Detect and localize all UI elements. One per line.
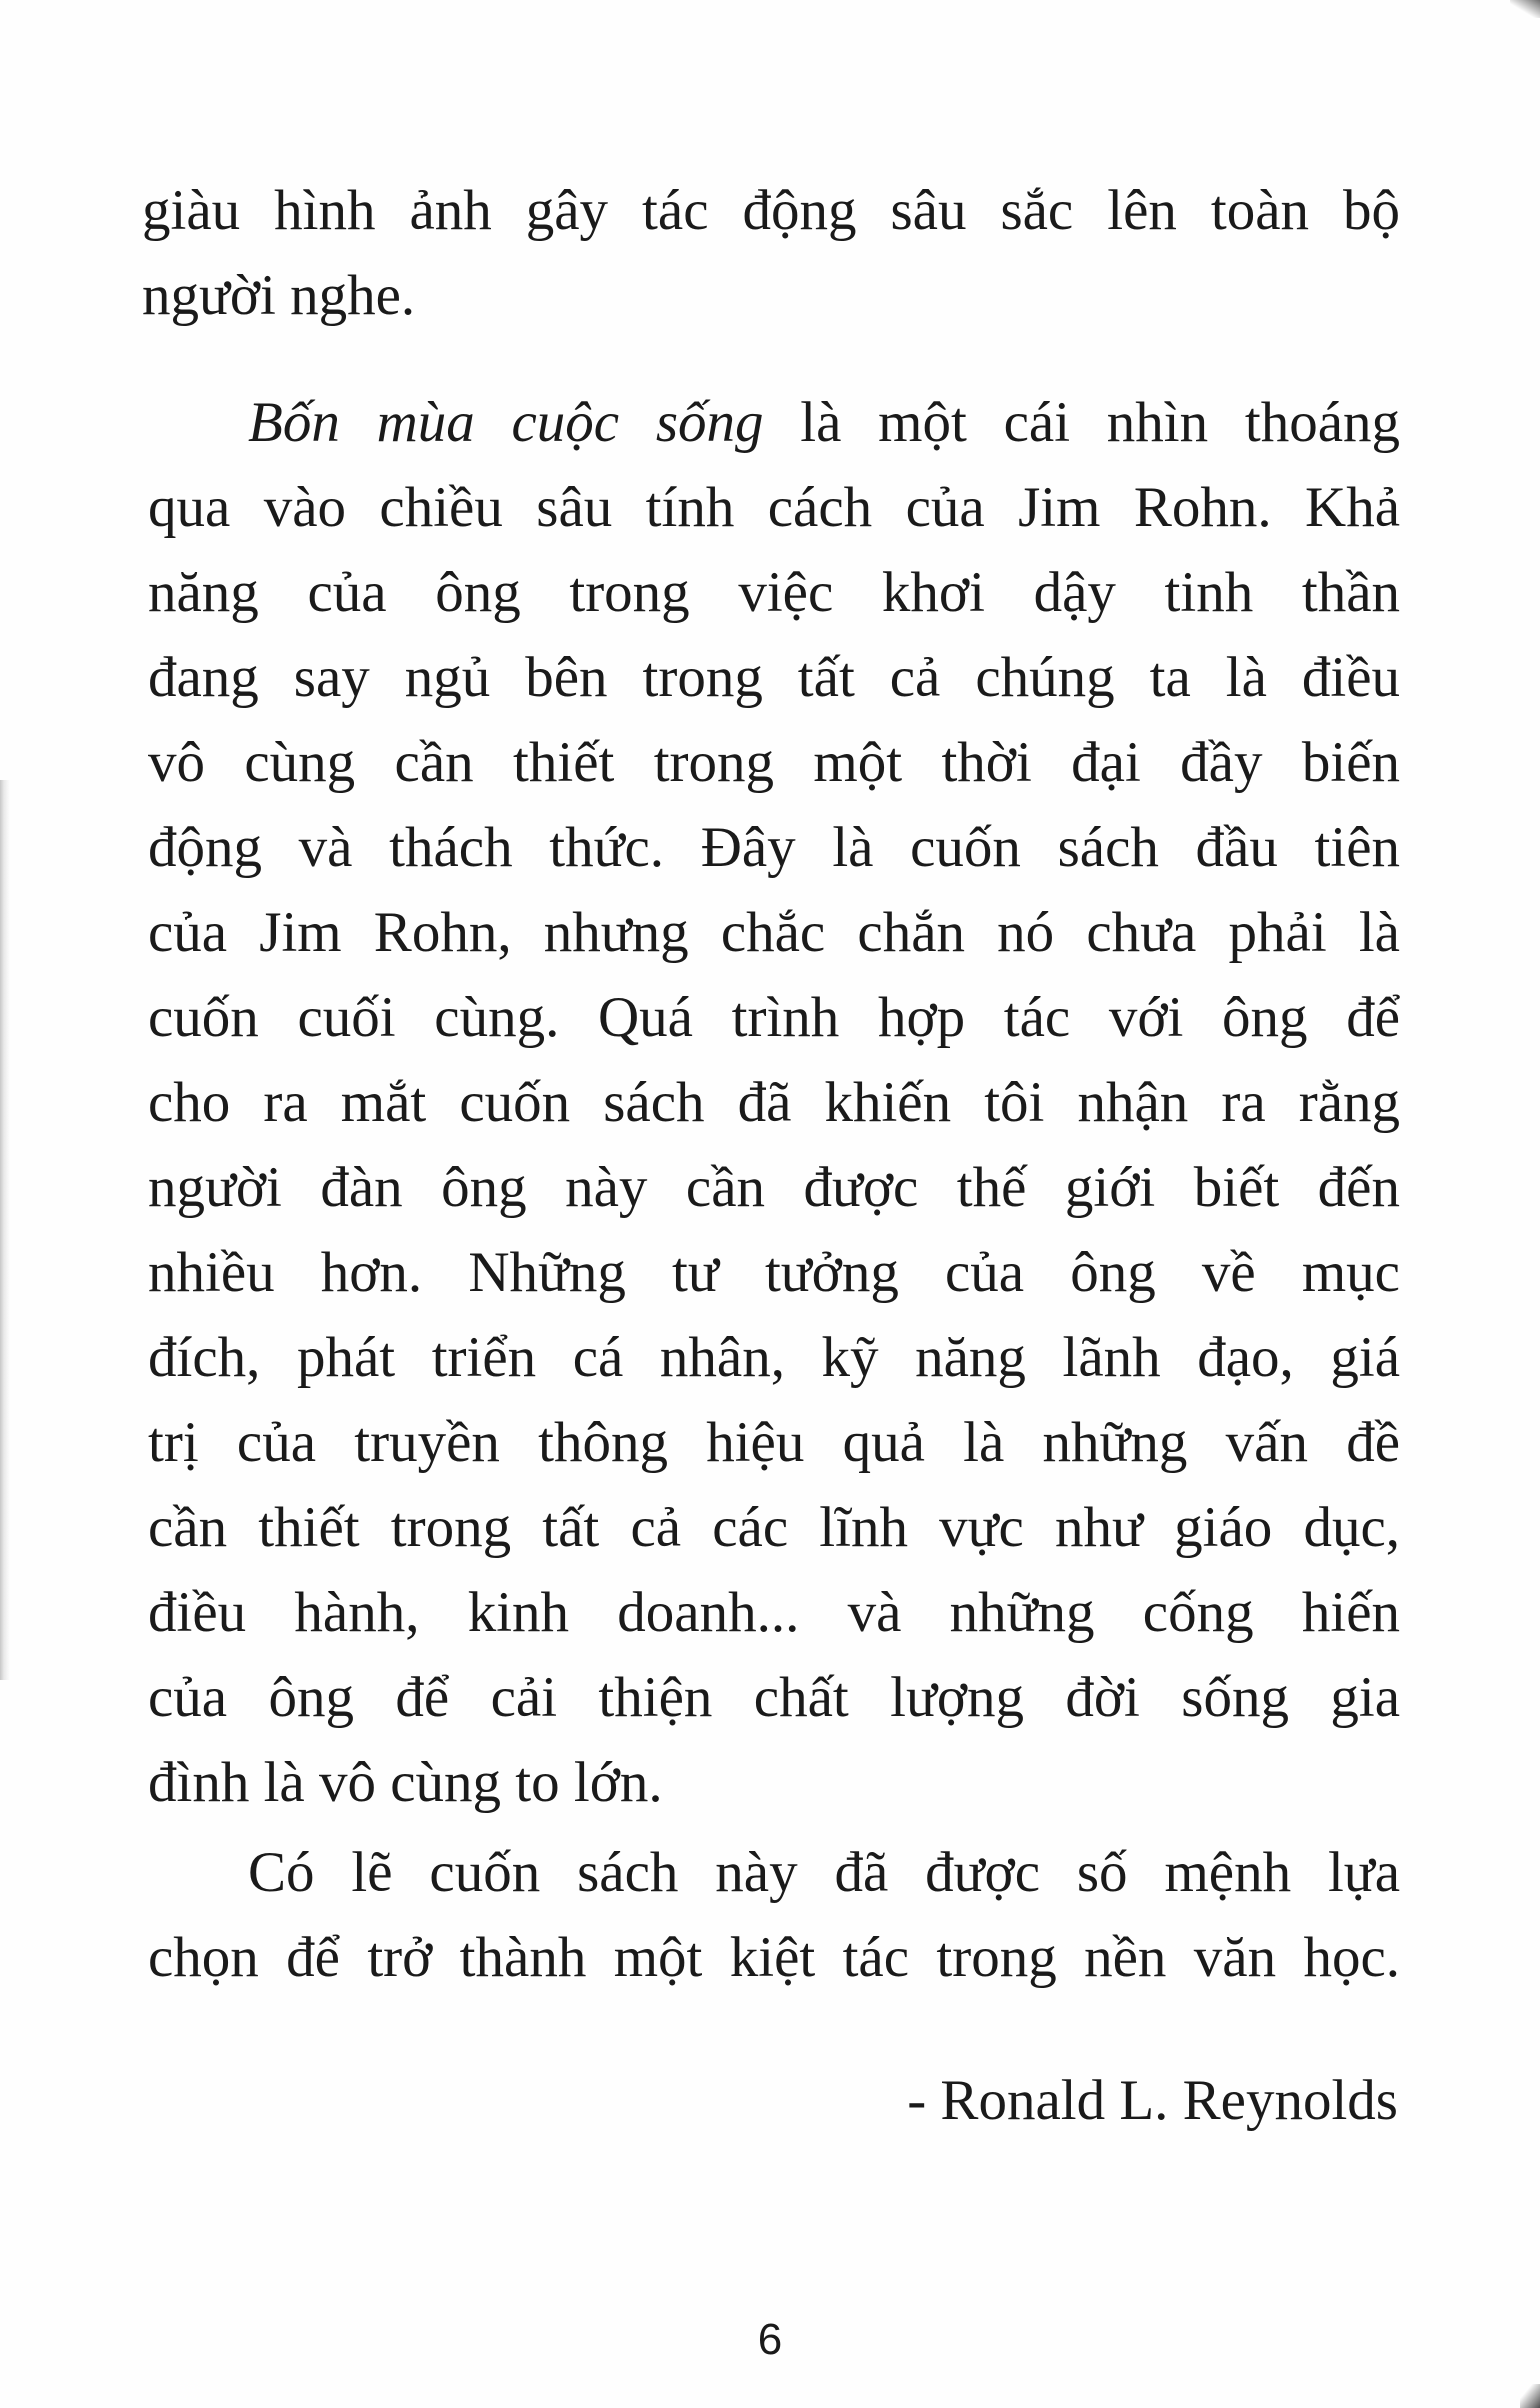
text-line: của Jim Rohn, nhưng chắc chắn nó chưa phải là xyxy=(148,901,1400,964)
text-line: Có lẽ cuốn sách này đã được số mệnh lựa xyxy=(248,1841,1400,1904)
text-line: người nghe. xyxy=(142,264,416,327)
scan-edge-shadow xyxy=(0,780,10,1680)
text-line: điều hành, kinh doanh... và những cống hiến xyxy=(148,1581,1400,1644)
text-line: của ông để cải thiện chất lượng đời sống gia xyxy=(148,1666,1400,1729)
text-line: trị của truyền thông hiệu quả là những vấn đề xyxy=(148,1411,1400,1474)
text-line: cần thiết trong tất cả các lĩnh vực như giáo dục, xyxy=(148,1496,1400,1559)
text-line: qua vào chiều sâu tính cách của Jim Rohn. Khả xyxy=(148,476,1400,539)
text-line: cho ra mắt cuốn sách đã khiến tôi nhận ra rằng xyxy=(148,1071,1400,1134)
text-line: năng của ông trong việc khơi dậy tinh thần xyxy=(148,561,1400,624)
text-line: chọn để trở thành một kiệt tác trong nền văn học. xyxy=(148,1926,1400,1989)
text-line: đang say ngủ bên trong tất cả chúng ta là điều xyxy=(148,646,1400,709)
paragraph-3 xyxy=(148,1830,1400,2000)
text-line xyxy=(148,380,1400,465)
page-number: 6 xyxy=(757,2315,783,2364)
text-line: vô cùng cần thiết trong một thời đại đầy biến xyxy=(148,731,1400,794)
text-line: động và thách thức. Đây là cuốn sách đầu tiên xyxy=(148,816,1400,879)
text-line: cuốn cuối cùng. Quá trình hợp tác với ông để xyxy=(148,986,1400,1049)
paragraph-2 xyxy=(148,380,1400,1825)
text-line: đích, phát triển cá nhân, kỹ năng lãnh đạo, giá xyxy=(148,1326,1400,1389)
paragraph-1 xyxy=(142,168,1400,338)
scan-corner-mark xyxy=(1520,2384,1540,2408)
text-line: giàu hình ảnh gây tác động sâu sắc lên toàn bộ xyxy=(142,179,1400,242)
book-title: Bốn mùa cuộc sống xyxy=(248,391,764,454)
text-fragment: là một cái nhìn thoáng xyxy=(800,391,1401,454)
text-line: người đàn ông này cần được thế giới biết đến xyxy=(148,1156,1400,1219)
author-signature: - Ronald L. Reynolds xyxy=(907,2069,1398,2132)
text-line: nhiều hơn. Những tư tưởng của ông về mục xyxy=(148,1241,1400,1304)
text-line: đình là vô cùng to lớn. xyxy=(148,1751,663,1814)
scan-corner-mark xyxy=(1510,0,1540,18)
